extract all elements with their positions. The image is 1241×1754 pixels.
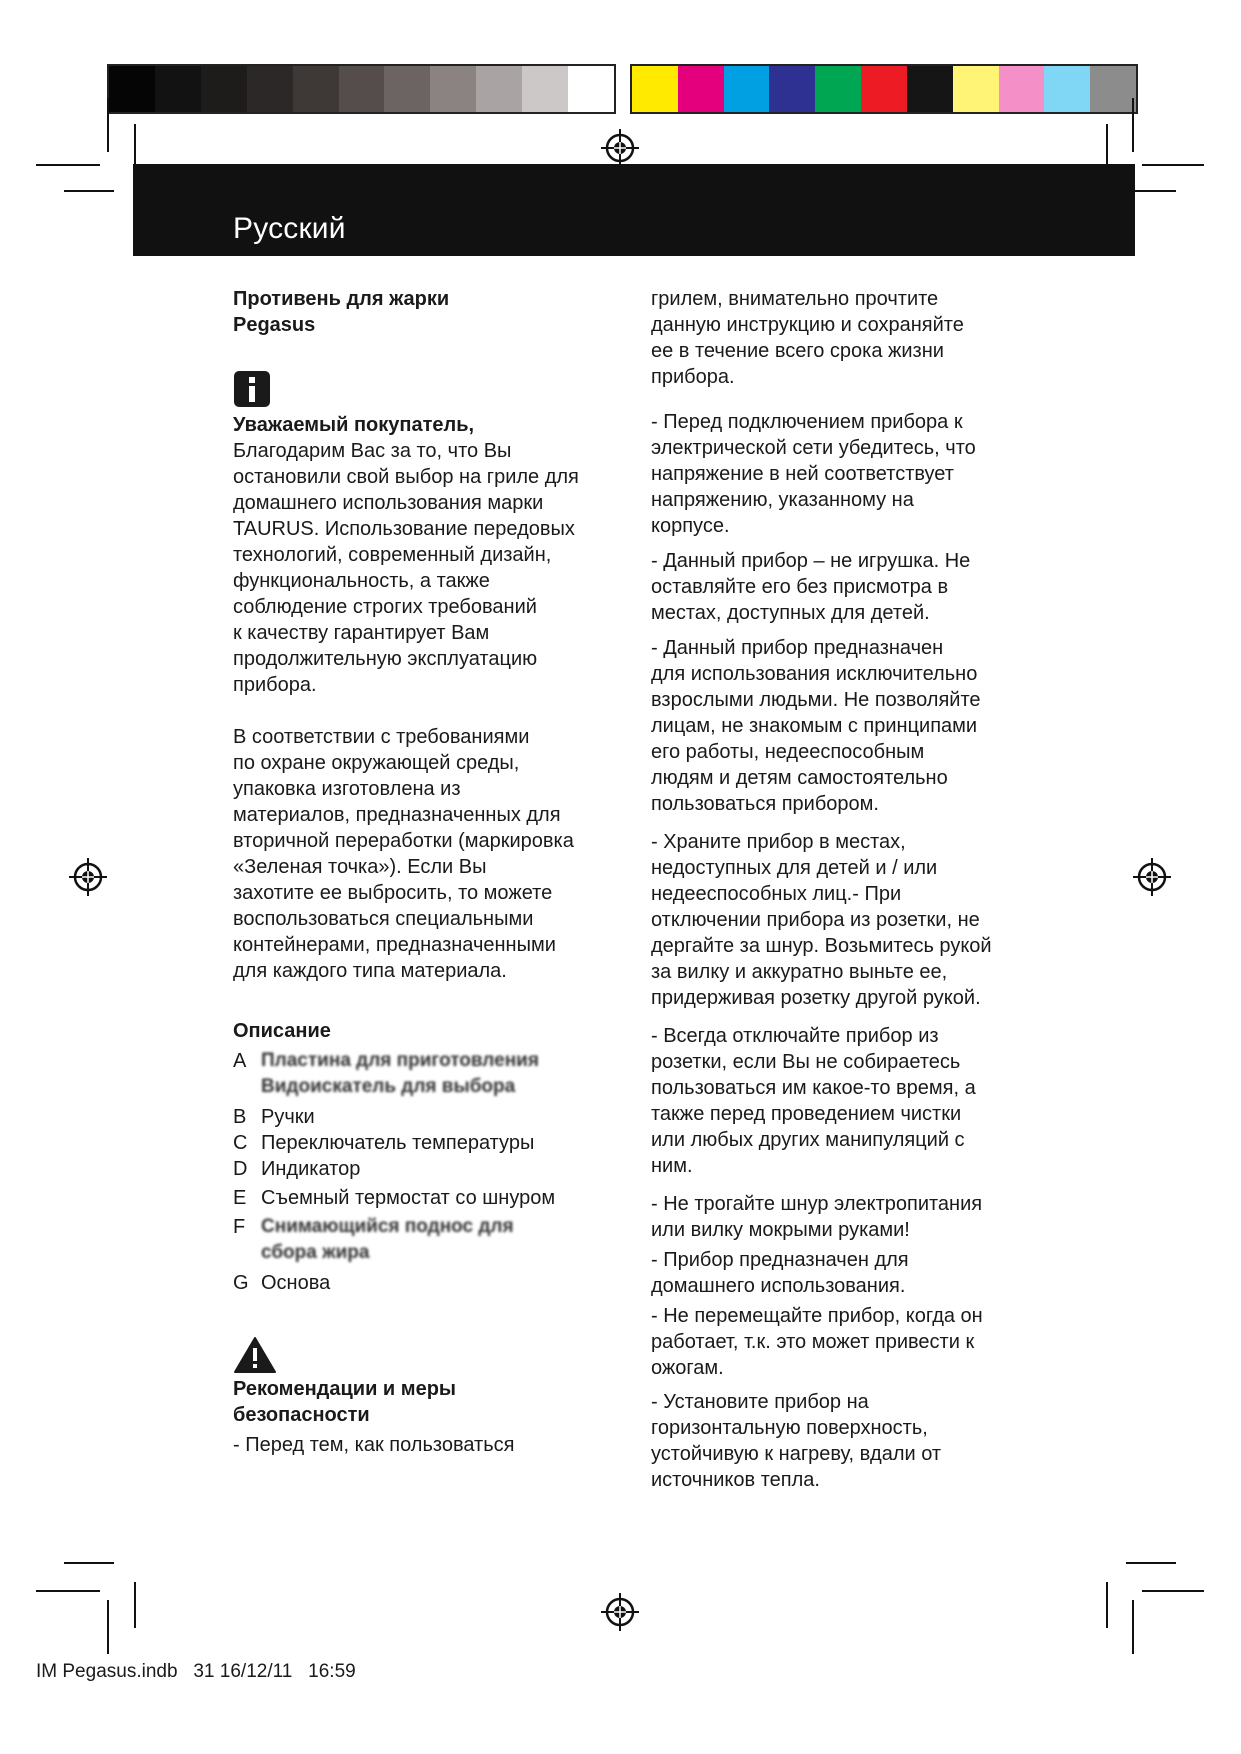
safety-paragraph: грилем, внимательно прочтите данную инструкцию и сохраняйте ее в течение всего срока жизни прибора.	[651, 288, 964, 388]
crop-mark	[64, 190, 114, 192]
safety-paragraph: - Установите прибор на горизонтальную поверхность, устойчивую к нагреву, вдали от источников тепла.	[651, 1391, 942, 1491]
info-icon	[233, 370, 271, 408]
list-item	[233, 1270, 613, 1296]
item-text: Пластина для приготовления Видоискатель для выбора	[261, 1050, 539, 1097]
swatch	[293, 66, 339, 112]
left-column	[233, 286, 613, 1458]
item-text: Ручки	[261, 1106, 315, 1128]
crop-mark	[1106, 1582, 1108, 1628]
safety-heading: Рекомендации и меры безопасности	[233, 1378, 456, 1426]
item-text: Индикатор	[261, 1158, 361, 1180]
crop-mark	[1132, 98, 1134, 152]
swatch	[155, 66, 201, 112]
crop-mark	[1142, 164, 1204, 166]
item-letter: B	[233, 1106, 247, 1128]
item-letter: D	[233, 1158, 248, 1180]
description-list	[233, 1048, 613, 1296]
item-letter: E	[233, 1187, 247, 1209]
swatch	[632, 66, 678, 112]
swatch	[201, 66, 247, 112]
safety-paragraph: - Прибор предназначен для домашнего использования.	[651, 1249, 909, 1297]
swatch	[247, 66, 293, 112]
safety-paragraph: - Не трогайте шнур электропитания или вилку мокрыми руками!	[651, 1193, 983, 1241]
swatch	[678, 66, 724, 112]
safety-paragraph: - Данный прибор предназначен для использования исключительно взрослыми людьми. Не позволяйте лицам, не знакомым с принципами его работы, недееспособным людям и детям самостоятельно пользоваться прибором.	[651, 637, 981, 815]
registration-mark-icon	[600, 128, 640, 168]
greeting: Уважаемый покупатель,	[233, 414, 475, 436]
process-color-bar	[630, 64, 1138, 114]
safety-paragraph: - Данный прибор – не игрушка. Не оставляйте его без присмотра в местах, доступных для детей.	[651, 550, 971, 624]
swatch	[861, 66, 907, 112]
right-column	[651, 286, 1031, 1493]
registration-mark-icon	[1132, 857, 1172, 897]
list-item	[233, 1185, 613, 1211]
swatch	[109, 66, 155, 112]
swatch	[568, 66, 614, 112]
crop-mark	[36, 164, 100, 166]
description-heading: Описание	[233, 1020, 331, 1042]
swatch	[522, 66, 568, 112]
list-item	[233, 1156, 613, 1182]
warning-icon	[233, 1336, 277, 1374]
item-text: Переключатель температуры	[261, 1132, 535, 1154]
list-item	[233, 1104, 613, 1130]
crop-mark	[1142, 1590, 1204, 1592]
crop-mark	[64, 1562, 114, 1564]
product-title: Противень для жарки Pegasus	[233, 288, 450, 336]
list-item	[233, 1130, 613, 1156]
item-text: Основа	[261, 1272, 331, 1294]
crop-mark	[36, 1590, 100, 1592]
safety-paragraph: - Не перемещайте прибор, когда он работает, т.к. это может привести к ожогам.	[651, 1305, 983, 1379]
crop-mark	[107, 98, 109, 152]
language-header	[133, 164, 1135, 256]
crop-mark	[134, 1582, 136, 1628]
grayscale-color-bar	[107, 64, 616, 114]
list-item	[233, 1214, 613, 1266]
registration-mark-icon	[600, 1592, 640, 1632]
intro-paragraph: Благодарим Вас за то, что Вы остановили свой выбор на гриле для домашнего использования марки TAURUS. Использование передовых технологий, современный дизайн, функциональность, а также соблюдение строгих требований к качеству гарантирует Вам продолжительную эксплуатацию прибора.	[233, 440, 579, 696]
swatch	[476, 66, 522, 112]
language-title: Русский	[233, 212, 346, 245]
crop-mark	[1132, 1600, 1134, 1654]
safety-paragraph: - Перед подключением прибора к электрической сети убедитесь, что напряжение в ней соответствует напряжению, указанному на корпусе.	[651, 411, 976, 537]
safety-paragraph: - Храните прибор в местах, недоступных для детей и / или недееспособных лиц.- При отключении прибора из розетки, не дергайте за шнур. Возьмитесь рукой за вилку и аккуратно выньте ее, придерживая розетку другой рукой.	[651, 831, 992, 1009]
swatch	[769, 66, 815, 112]
list-item	[233, 1048, 613, 1100]
item-text: Съемный термостат со шнуром	[261, 1187, 556, 1209]
item-letter: G	[233, 1272, 249, 1294]
registration-mark-icon	[68, 857, 108, 897]
crop-mark	[1126, 1562, 1176, 1564]
item-letter: A	[233, 1050, 247, 1072]
swatch	[384, 66, 430, 112]
swatch	[1044, 66, 1090, 112]
item-letter: C	[233, 1132, 248, 1154]
swatch	[339, 66, 385, 112]
print-slug: IM Pegasus.indb 31 16/12/11 16:59	[36, 1661, 356, 1682]
safety-paragraph-start: - Перед тем, как пользоваться	[233, 1434, 515, 1456]
swatch	[815, 66, 861, 112]
item-text: Снимающийся поднос для сбора жира	[261, 1216, 514, 1263]
swatch	[1090, 66, 1136, 112]
swatch	[724, 66, 770, 112]
swatch	[999, 66, 1045, 112]
swatch	[430, 66, 476, 112]
swatch	[907, 66, 953, 112]
safety-paragraph: - Всегда отключайте прибор из розетки, если Вы не собираетесь пользоваться им какое-то время, а также перед проведением чистки или любых других манипуляций с ним.	[651, 1025, 976, 1177]
environment-paragraph: В соответствии с требованиями по охране окружающей среды, упаковка изготовлена из материалов, предназначенных для вторичной переработки (маркировка «Зеленая точка»). Если Вы захотите ее выбросить, то можете воспользоваться специальными контейнерами, предназначенными для каждого типа материала.	[233, 726, 574, 982]
item-letter: F	[233, 1216, 246, 1238]
crop-mark	[107, 1600, 109, 1654]
swatch	[953, 66, 999, 112]
